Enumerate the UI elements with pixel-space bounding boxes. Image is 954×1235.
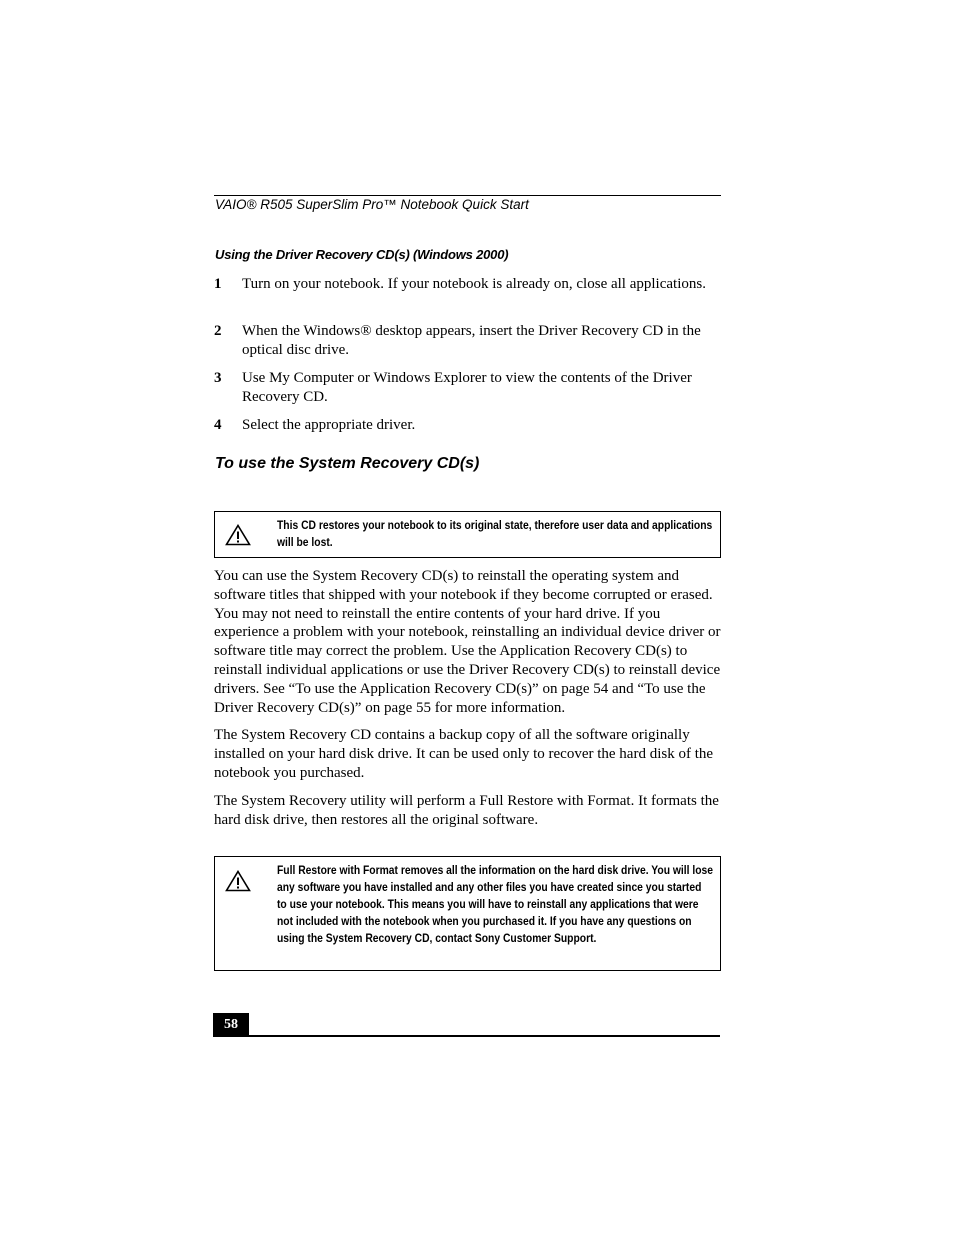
step-number: 2 xyxy=(214,323,222,339)
driver-recovery-subheading: Using the Driver Recovery CD(s) (Windows 2000) xyxy=(215,247,509,262)
paragraph-full-restore: The System Recovery utility will perform a Full Restore with Format. It formats the hard disk drive, then restores all the original software. xyxy=(214,793,719,828)
step-number: 3 xyxy=(214,370,222,386)
step-item xyxy=(214,369,721,407)
page-number: 58 xyxy=(213,1013,249,1036)
caution-text: This CD restores your notebook to its original state, therefore user data and applications will be lost. xyxy=(277,518,713,549)
paragraph-overview: You can use the System Recovery CD(s) to reinstall the operating system and software titles that shipped with your notebook if they become corrupted or erased. You may not need to reinstall the entire contents of your hard drive. If you experience a problem with your notebook, reinstalling an individual device driver or software title may correct the problem. Use the Application Recovery CD(s) to reinstall individual applications or use the Driver Recovery CD(s) to reinstall device drivers. See “To use the Application Recovery CD(s)” on page 54 and “To use the Driver Recovery CD(s)” on page 55 for more information. xyxy=(214,568,721,716)
caution-box-full-restore xyxy=(214,856,721,971)
warning-triangle-icon xyxy=(225,870,251,892)
step-text: When the Windows® desktop appears, insert the Driver Recovery CD in the optical disc drive. xyxy=(242,323,701,358)
caution-box-data-loss xyxy=(214,511,721,558)
step-number: 4 xyxy=(214,417,222,433)
step-number: 1 xyxy=(214,276,222,292)
paragraph-backup: The System Recovery CD contains a backup copy of all the software originally installed on your hard disk drive. It can be used only to recover the hard disk of the notebook you purchased. xyxy=(214,727,714,781)
footer-rule xyxy=(213,1035,720,1037)
warning-triangle-icon xyxy=(225,524,251,546)
header-rule xyxy=(214,195,721,196)
step-text: Select the appropriate driver. xyxy=(242,417,416,433)
system-recovery-heading: To use the System Recovery CD(s) xyxy=(215,455,480,472)
caution-text: Full Restore with Format removes all the information on the hard disk drive. You will lose any software you have installed and any other files you have created since you started to use your notebook. This means you will have to reinstall any applications that were not included with the notebook when you purchased it. If you have any questions on using the System Recovery CD, contact Sony Customer Support. xyxy=(277,863,714,945)
running-head: VAIO® R505 SuperSlim Pro™ Notebook Quick Start xyxy=(215,197,529,212)
step-text: Use My Computer or Windows Explorer to view the contents of the Driver Recovery CD. xyxy=(242,370,692,405)
step-item xyxy=(214,416,721,435)
step-text: Turn on your notebook. If your notebook is already on, close all applications. xyxy=(242,276,706,292)
step-item xyxy=(214,322,721,360)
step-item xyxy=(214,275,721,294)
